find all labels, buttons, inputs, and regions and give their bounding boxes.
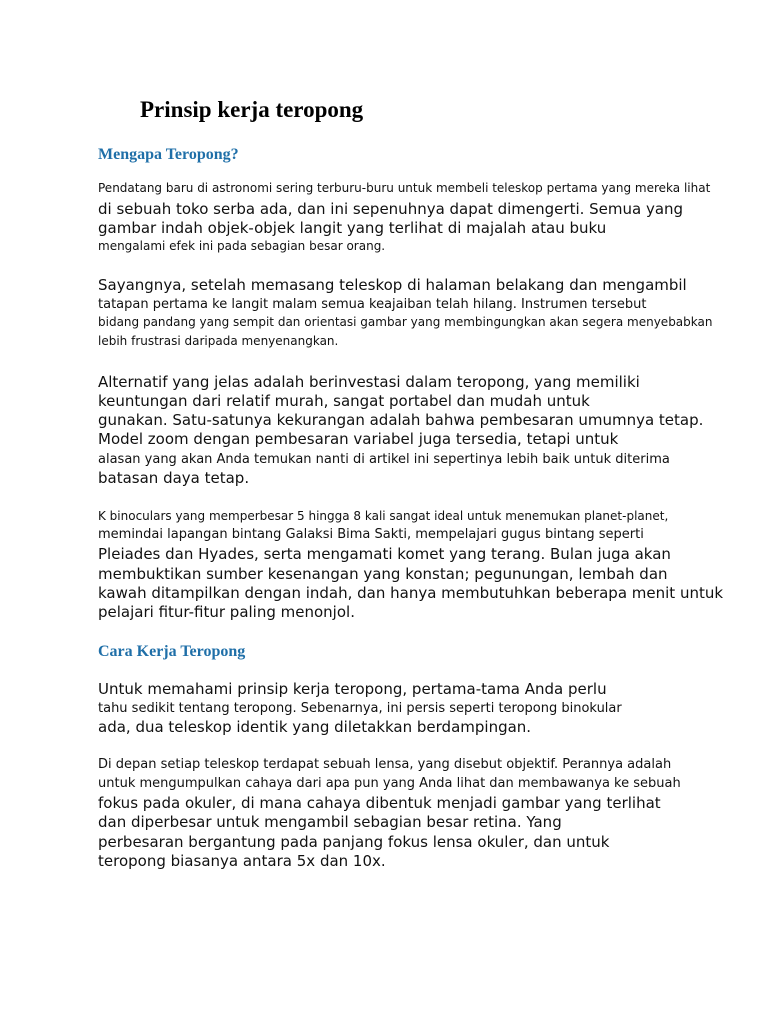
paragraph-line: Alternatif yang jelas adalah berinvestasi dalam teropong, yang memiliki bbox=[98, 373, 640, 391]
paragraph-line: tahu sedikit tentang teropong. Sebenarnya, ini persis seperti teropong binokular bbox=[98, 701, 622, 716]
paragraph-line: pelajari fitur-fitur paling menonjol. bbox=[98, 603, 355, 621]
page-title: Prinsip kerja teropong bbox=[140, 97, 364, 122]
paragraph-line: ada, dua teleskop identik yang diletakkan berdampingan. bbox=[98, 718, 532, 736]
paragraph-line: Sayangnya, setelah memasang teleskop di halaman belakang dan mengambil bbox=[98, 276, 687, 294]
paragraph-line: gunakan. Satu-satunya kekurangan adalah bahwa pembesaran umumnya tetap. bbox=[98, 411, 704, 429]
paragraph-line: di sebuah toko serba ada, dan ini sepenuhnya dapat dimengerti. Semua yang bbox=[98, 200, 684, 218]
paragraph-line: Untuk memahami prinsip kerja teropong, pertama-tama Anda perlu bbox=[98, 680, 607, 698]
paragraph-line: dan diperbesar untuk mengambil sebagian besar retina. Yang bbox=[98, 813, 562, 831]
paragraph-line: perbesaran bergantung pada panjang fokus lensa okuler, dan untuk bbox=[98, 833, 610, 851]
paragraph-line: Pendatang baru di astronomi sering terburu-buru untuk membeli teleskop pertama yang mereka lihat bbox=[98, 181, 711, 195]
paragraph-line: keuntungan dari relatif murah, sangat portabel dan mudah untuk bbox=[98, 392, 590, 410]
paragraph-line: membuktikan sumber kesenangan yang konstan; pegunungan, lembah dan bbox=[98, 565, 668, 583]
paragraph-line: Model zoom dengan pembesaran variabel juga tersedia, tetapi untuk bbox=[98, 430, 619, 448]
paragraph-line: lebih frustrasi daripada menyenangkan. bbox=[98, 334, 339, 348]
paragraph-line: untuk mengumpulkan cahaya dari apa pun yang Anda lihat dan membawanya ke sebuah bbox=[98, 776, 681, 791]
paragraph-line: tatapan pertama ke langit malam semua keajaiban telah hilang. Instrumen tersebut bbox=[98, 297, 647, 312]
paragraph-line: Pleiades dan Hyades, serta mengamati komet yang terang. Bulan juga akan bbox=[98, 545, 671, 563]
paragraph-line: gambar indah objek-objek langit yang terlihat di majalah atau buku bbox=[98, 219, 607, 237]
section-heading-mengapa: Mengapa Teropong? bbox=[98, 146, 239, 163]
paragraph-line: memindai lapangan bintang Galaksi Bima Sakti, mempelajari gugus bintang seperti bbox=[98, 527, 644, 542]
paragraph-line: K binoculars yang memperbesar 5 hingga 8 kali sangat ideal untuk menemukan planet-planet, bbox=[98, 509, 669, 523]
paragraph-line: fokus pada okuler, di mana cahaya dibentuk menjadi gambar yang terlihat bbox=[98, 794, 661, 812]
section-heading-cara-kerja: Cara Kerja Teropong bbox=[98, 643, 246, 660]
paragraph-line: teropong biasanya antara 5x dan 10x. bbox=[98, 852, 386, 870]
paragraph-line: batasan daya tetap. bbox=[98, 469, 250, 487]
paragraph-line: mengalami efek ini pada sebagian besar orang. bbox=[98, 239, 386, 253]
paragraph-line: alasan yang akan Anda temukan nanti di artikel ini sepertinya lebih baik untuk diterima bbox=[98, 452, 670, 467]
paragraph-line: kawah ditampilkan dengan indah, dan hanya membutuhkan beberapa menit untuk bbox=[98, 584, 724, 602]
paragraph-line: bidang pandang yang sempit dan orientasi gambar yang membingungkan akan segera menyebabkan bbox=[98, 315, 713, 329]
paragraph-line: Di depan setiap teleskop terdapat sebuah lensa, yang disebut objektif. Perannya adalah bbox=[98, 757, 672, 772]
